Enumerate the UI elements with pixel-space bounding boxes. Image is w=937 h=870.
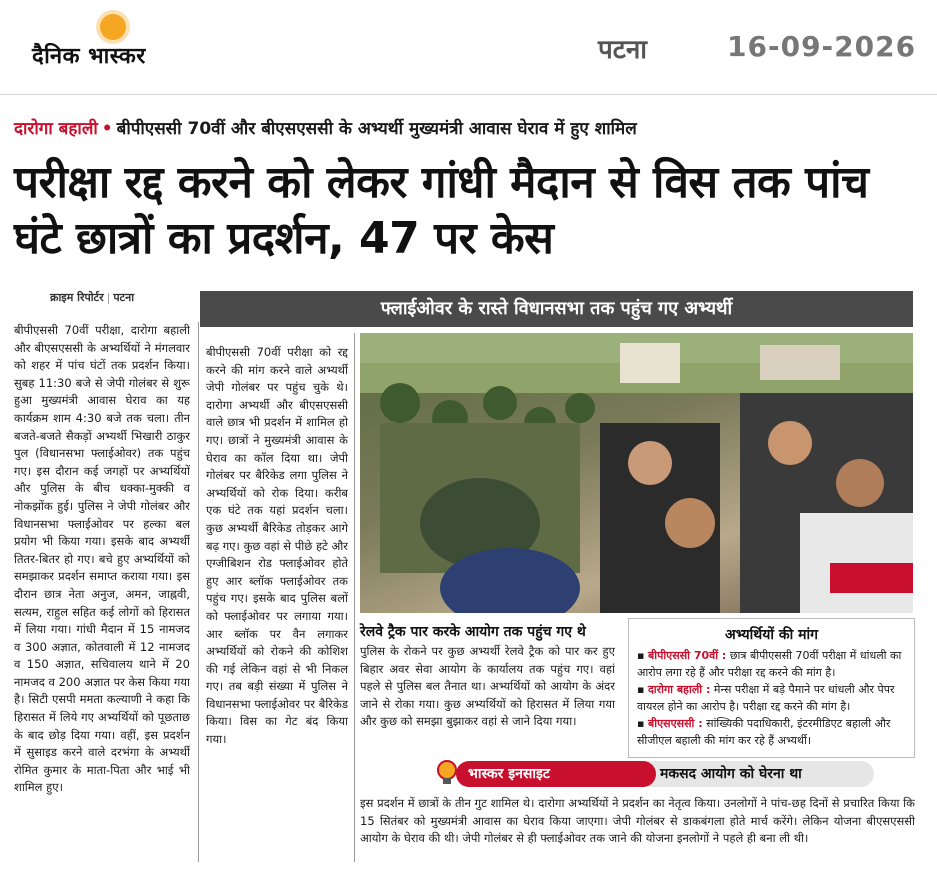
demands-title: अभ्यर्थियों की मांग [725, 627, 818, 643]
article-column-1: बीपीएससी 70वीं परीक्षा, दारोगा बहाली और बीएसएससी के अभ्यर्थियों ने मंगलवार को शहर में पांच घंटों तक प्रदर्शन किया। सुबह 11:30 बजे से जेपी गोलंबर से शुरू हुआ मुख्यमंत्री आवास घेराव का यह कार्यक्रम शाम 4:30 बजे तक चला। तीन बजते-बजते सैकड़ों अभ्यर्थी भिखारी ठाकुर पुल (विधानसभा फ्लाईओवर) तक पहुंच गए। इस दौरान कई जगहों पर अभ्यर्थियों और पुलिस के बीच धक्का-मुक्की व नोकझोंक हुई। पुलिस ने जेपी गोलंबर और विधानसभा फ्लाईओवर पर हल्का बल प्रयोग भी किया गया। इसके बाद अभ्यर्थी तितर-बितर हो गए। बचे हुए अभ्यर्थियों को समझाकर प्रदर्शन समाप्त कराया गया। इस दौरान छात्र नेता अनुज, अमन, जाह्नवी, सत्यम, राहुल सहित कई लोगों को हिरासत में लिया गया। गांधी मैदान में 15 नामजद व 300 अज्ञात, कोतवाली में 12 नामजद व 150 अज्ञात, सचिवालय थाने में 20 नामजद व 200 अज्ञात पर केस किया गया है। सिटी एसपी ममता कल्याणी ने कहा कि हिरासत में लिये गए अभ्यर्थियों को पूछताछ के बाद छोड़ दिया गया। वहीं, इस प्रदर्शन में सुसाइड करने वाले दरभंगा के अभ्यर्थी रोमित कुमार के माता-पिता और भाई भी शामिल हुए। [14, 323, 190, 795]
sun-logo-icon [100, 14, 126, 40]
insight-label: भास्कर इनसाइट [456, 761, 656, 787]
lightbulb-icon [436, 759, 458, 787]
demand-label: बीएसएससी : [647, 717, 703, 730]
kicker-label: दारोगा बहाली [14, 119, 98, 139]
section-subhead: रेलवे ट्रैक पार करके आयोग तक पहुंच गए थे [360, 624, 586, 640]
demand-item: ▪ बीपीएससी 70वीं : छात्र बीपीएससी 70वीं परीक्षा में धांधली का आरोप लगा रहे हैं और परीक्षा रद्द करने की मांग है। [637, 649, 902, 679]
protest-photo [360, 333, 913, 613]
insight-text: इस प्रदर्शन में छात्रों के तीन गुट शामिल थे। दारोगा अभ्यर्थियों ने प्रदर्शन का नेतृत्व किया। उनलोगों ने पांच-छह दिनों से प्रचारित किया कि 15 सितंबर को मुख्यमंत्री आवास का घेराव किया जाएगा। जेपी गोलंबर से डाकबंगला होते मार्च करेंगे। लेकिन योजना बीएसएससी आयोग के घेराव की थी। जेपी गोलंबर से ही फ्लाईओवर तक जाने की योजना इनलोगों ने पहले ही बना ली थी। [360, 796, 915, 846]
demand-label: बीपीएससी 70वीं : [647, 649, 727, 662]
protest-photo-illustration [360, 333, 913, 613]
newspaper-logo: दैनिक भास्कर [32, 44, 146, 69]
kicker-text: बीपीएससी 70वीं और बीएसएससी के अभ्यर्थी मुख्यमंत्री आवास घेराव में हुए शामिल [116, 119, 637, 139]
demand-label: दारोगा बहाली : [647, 683, 711, 696]
column-divider [198, 322, 199, 862]
demand-item: ▪ दारोगा बहाली : मेन्स परीक्षा में बड़े पैमाने पर धांधली और पेपर वायरल होने का आरोप है। परीक्षा रद्द करने की मांग है। [637, 683, 895, 713]
edition-city: पटना [598, 35, 648, 65]
column-divider [354, 333, 355, 862]
byline-place: पटना [113, 291, 135, 304]
masthead [0, 0, 937, 95]
byline [50, 290, 134, 305]
kicker [14, 116, 637, 139]
byline-author: क्राइम रिपोर्टर [50, 291, 104, 304]
demand-text: मेन्स परीक्षा में बड़े पैमाने पर धांधली और पेपर वायरल होने का आरोप है। परीक्षा रद्द करने की मांग है। [637, 683, 895, 713]
demand-item: ▪ बीएसएससी : सांख्यिकी पदाधिकारी, इंटरमीडिएट बहाली और सीजीएल बहाली की मांग कर रहे हैं अभ्यर्थी। [637, 717, 891, 747]
kicker-bullet: • [101, 119, 113, 139]
demands-box [628, 618, 915, 758]
demand-text: छात्र बीपीएससी 70वीं परीक्षा में धांधली का आरोप लगा रहे हैं और परीक्षा रद्द करने की मांग है। [637, 649, 902, 679]
demands-list [637, 647, 909, 749]
article-column-3: पुलिस के रोकने पर कुछ अभ्यर्थी रेलवे ट्रैक को पार कर हुए बिहार अवर सेवा आयोग के कार्यालय तक पहुंच गए। वहां पहले से पुलिस बल तैनात था। अभ्यर्थियों को आयोग के अंदर जाने से रोका गया। कुछ अभ्यर्थियों को हिरासत में लिया गया और कुछ को समझा बुझाकर वहां से जाने दिया गया। [360, 644, 615, 729]
edition-date: 16-09-2026 [727, 30, 917, 63]
insight-title: मकसद आयोग को घेरना था [644, 761, 874, 787]
demand-text: सांख्यिकी पदाधिकारी, इंटरमीडिएट बहाली और सीजीएल बहाली की मांग कर रहे हैं अभ्यर्थी। [637, 717, 891, 747]
headline: परीक्षा रद्द करने को लेकर गांधी मैदान से विस तक पांच घंटे छात्रों का प्रदर्शन, 47 पर केस [14, 157, 869, 264]
article-column-2: बीपीएससी 70वीं परीक्षा को रद्द करने की मांग करने वाले अभ्यर्थी जेपी गोलंबर पर पहुंच चुके थे। दारोगा अभ्यर्थी और बीएसएससी वाले छात्र भी प्रदर्शन में शामिल हो गए। छात्रों ने मुख्यमंत्री आवास के घेराव का कॉल दिया था। जेपी गोलंबर पर बैरिकेड लगा पुलिस ने अभ्यर्थियों को रोक दिया। करीब एक घंटे तक यहां प्रदर्शन चला। कुछ अभ्यर्थी बैरिकेड तोड़कर आगे बढ़ गए। कुछ वहां से पीछे हटे और एग्जीबिशन रोड फ्लाईओवर होते हुए आर ब्लॉक फ्लाईओवर तक पहुंच गए। इसके बाद पुलिस बलों को फ्लाईओवर पर लगाया गया। आर ब्लॉक पर वैन लगाकर अभ्यर्थियों को रोकने की कोशिश की गई लेकिन वहां से भी निकल गए। तब बड़ी संख्या में पुलिस ने विधानसभा फ्लाईओवर पर बैरिकेड किया। विस का गेट बंद किया गया। [206, 345, 348, 747]
byline-separator: | [106, 291, 111, 304]
photo-banner: फ्लाईओवर के रास्ते विधानसभा तक पहुंच गए अभ्यर्थी [200, 291, 913, 327]
